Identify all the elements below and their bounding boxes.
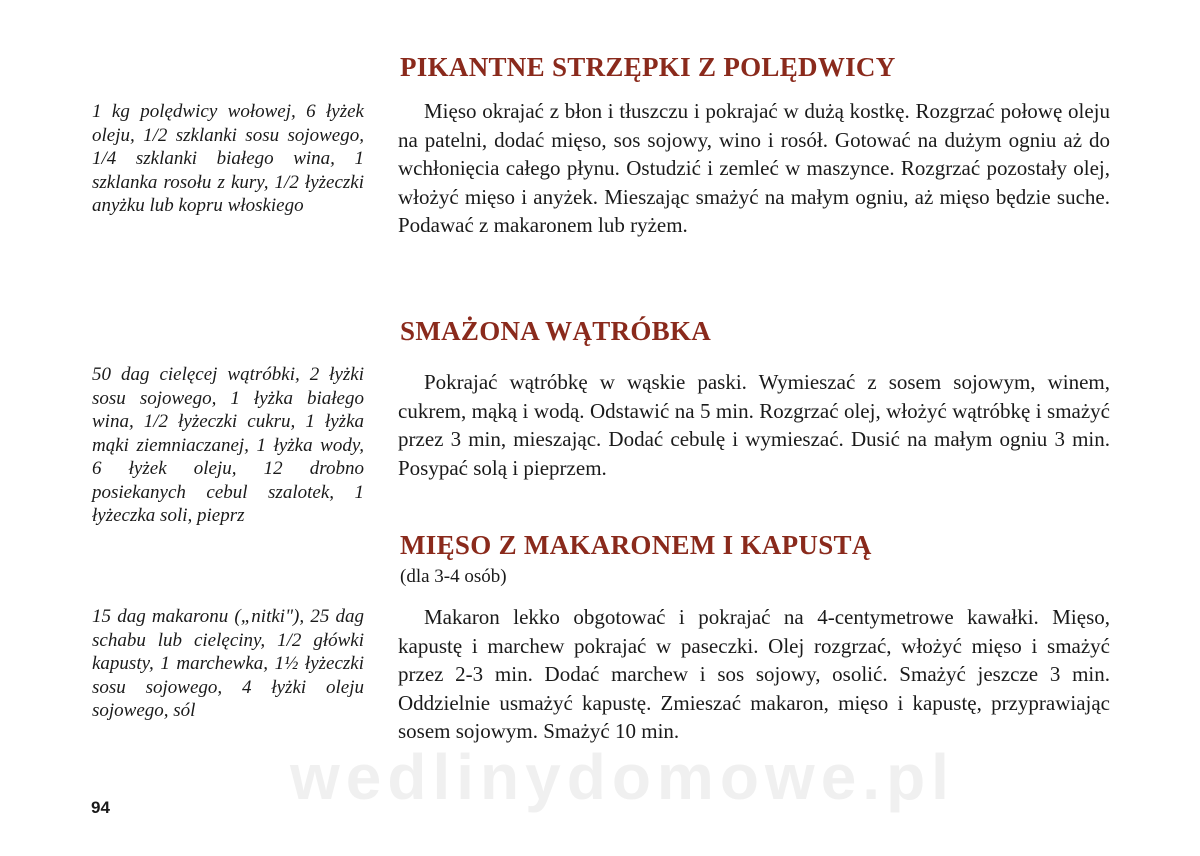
page-number: 94: [91, 798, 110, 817]
instructions-smazona-watrobka: Pokrajać wątróbkę w wąskie paski. Wymieszać z sosem sojowym, winem, cukrem, mąką i wodą. Odstawić na 5 min. Rozgrzać olej, włożyć wątróbkę i smażyć przez 3 min, mieszając. Dodać cebulę i wymieszać. Dusić na małym ogniu 3 min. Posypać solą i pieprzem.: [398, 370, 1110, 480]
watermark-text: wedlinydomowe.pl: [290, 741, 955, 813]
instructions-mieso-z-makaronem: Makaron lekko obgotować i pokrajać na 4-centymetrowe kawałki. Mięso, kapustę i marchew pokrajać w paseczki. Olej rozgrzać, włożyć mięso i smażyć przez 2-3 min. Dodać marchew i sos sojowy, osolić. Smażyć jeszcze 3 min. Oddzielnie usmażyć kapustę. Zmieszać makaron, mięso i kapustę, przyprawiając sosem sojowym. Smażyć 10 min.: [398, 605, 1110, 743]
recipe-title-pikantne-strzepki: PIKANTNE STRZĘPKI Z POLĘDWICY: [400, 52, 896, 82]
recipe-title-mieso-z-makaronem: MIĘSO Z MAKARONEM I KAPUSTĄ: [400, 530, 872, 560]
ingredients-mieso-z-makaronem: 15 dag makaronu („nitki"), 25 dag schabu lub cielęciny, 1/2 główki kapusty, 1 marchewka, 1½ łyżeczki sosu sojowego, 4 łyżki oleju sojowego, sól: [92, 606, 364, 721]
ingredients-pikantne-strzepki: 1 kg polędwicy wołowej, 6 łyżek oleju, 1/2 szklanki sosu sojowego, 1/4 szklanki białego wina, 1 szklanka rosołu z kury, 1/2 łyżeczki anyżku lub kopru włoskiego: [92, 101, 364, 216]
recipe-subtitle-servings: (dla 3-4 osób): [400, 566, 507, 587]
recipe-title-smazona-watrobka: SMAŻONA WĄTRÓBKA: [400, 316, 712, 346]
ingredients-smazona-watrobka: 50 dag cielęcej wątróbki, 2 łyżki sosu sojowego, 1 łyżka białego wina, 1/2 łyżeczki cukru, 1 łyżka mąki ziemniaczanej, 1 łyżka wody, 6 łyżek oleju, 12 drobno posiekanych cebul szalotek, 1 łyżeczka soli, pieprz: [92, 364, 364, 526]
instructions-pikantne-strzepki: Mięso okrajać z błon i tłuszczu i pokrajać w dużą kostkę. Rozgrzać połowę oleju na patelni, dodać mięso, sos sojowy, wino i rosół. Gotować na dużym ogniu aż do wchłonięcia całego płynu. Ostudzić i zemleć w maszynce. Rozgrzać pozostały olej, włożyć mięso i anyżek. Mieszając smażyć na małym ogniu, aż mięso będzie suche. Podawać z makaronem lub ryżem.: [398, 99, 1110, 237]
